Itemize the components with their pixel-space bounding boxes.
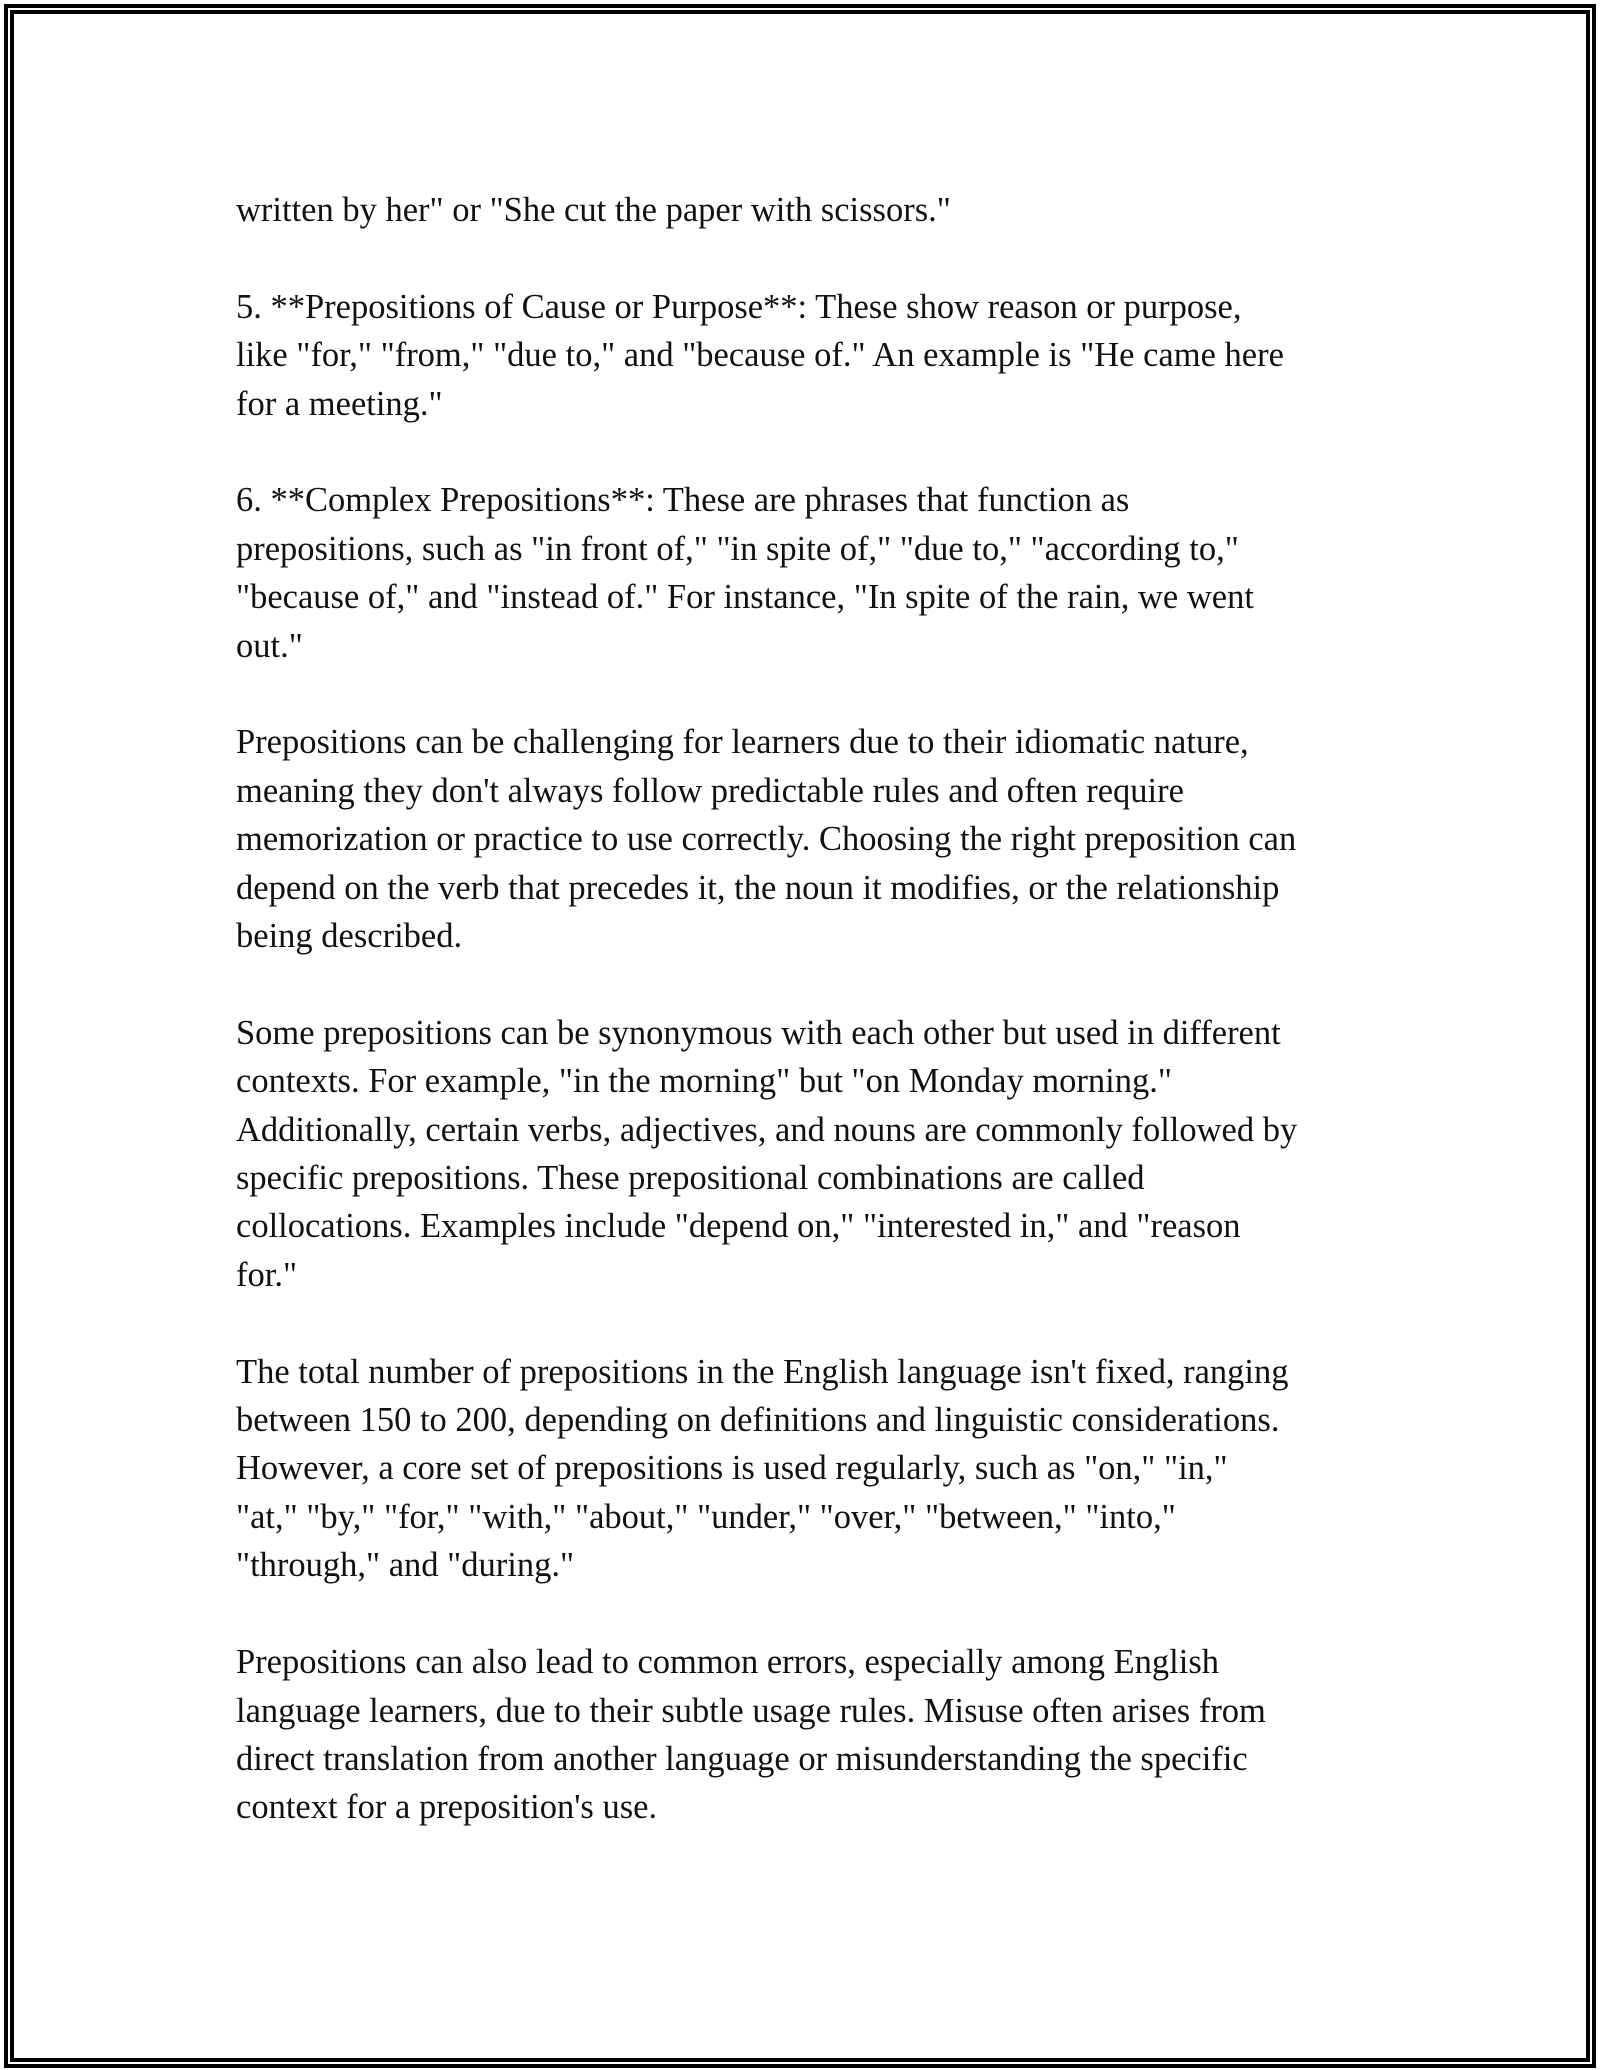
paragraph-common-errors: Prepositions can also lead to common errors, especially among English language learners, due to their subtle usage rules. Misuse often arises from direct translation from another language or misunderstanding the specific context for a preposition's use. — [236, 1643, 1266, 1827]
paragraph-synonymous-prepositions: Some prepositions can be synonymous with each other but used in different contexts. For example, "in the morning" but "on Monday morning." Additionally, certain verbs, adjectives, and nouns are commonly followed by specific prepositions. These prepositional combinations are called collocations. Examples include "depend on," "interested in," and "reason for." — [236, 1013, 1298, 1294]
paragraph-complex-prepositions: 6. **Complex Prepositions**: These are phrases that function as prepositions, such as "in front of," "in spite of," "due to," "according to," "because of," and "instead of." For instance, "In spite of the rain, we went out." — [236, 481, 1254, 665]
paragraph-continuation: written by her" or "She cut the paper with scissors." — [236, 191, 951, 229]
paragraph-total-number: The total number of prepositions in the English language isn't fixed, ranging between 150 to 200, depending on definitions and linguistic considerations. However, a core set of prepositions is used regularly, such as "on," "in," "at," "by," "for," "with," "about," "under," "over," "between," "into," "through," and "during." — [236, 1352, 1289, 1585]
paragraph-cause-purpose: 5. **Prepositions of Cause or Purpose**: These show reason or purpose, like "for," "from," "due to," and "because of." An example is "He came here for a meeting." — [236, 287, 1284, 423]
document-body — [236, 186, 1376, 1880]
paragraph-learner-challenges: Prepositions can be challenging for learners due to their idiomatic nature, meaning they don't always follow predictable rules and often require memorization or practice to use correctly. Choosing the right preposition can depend on the verb that precedes it, the noun it modifies, or the relationship being described. — [236, 723, 1297, 956]
